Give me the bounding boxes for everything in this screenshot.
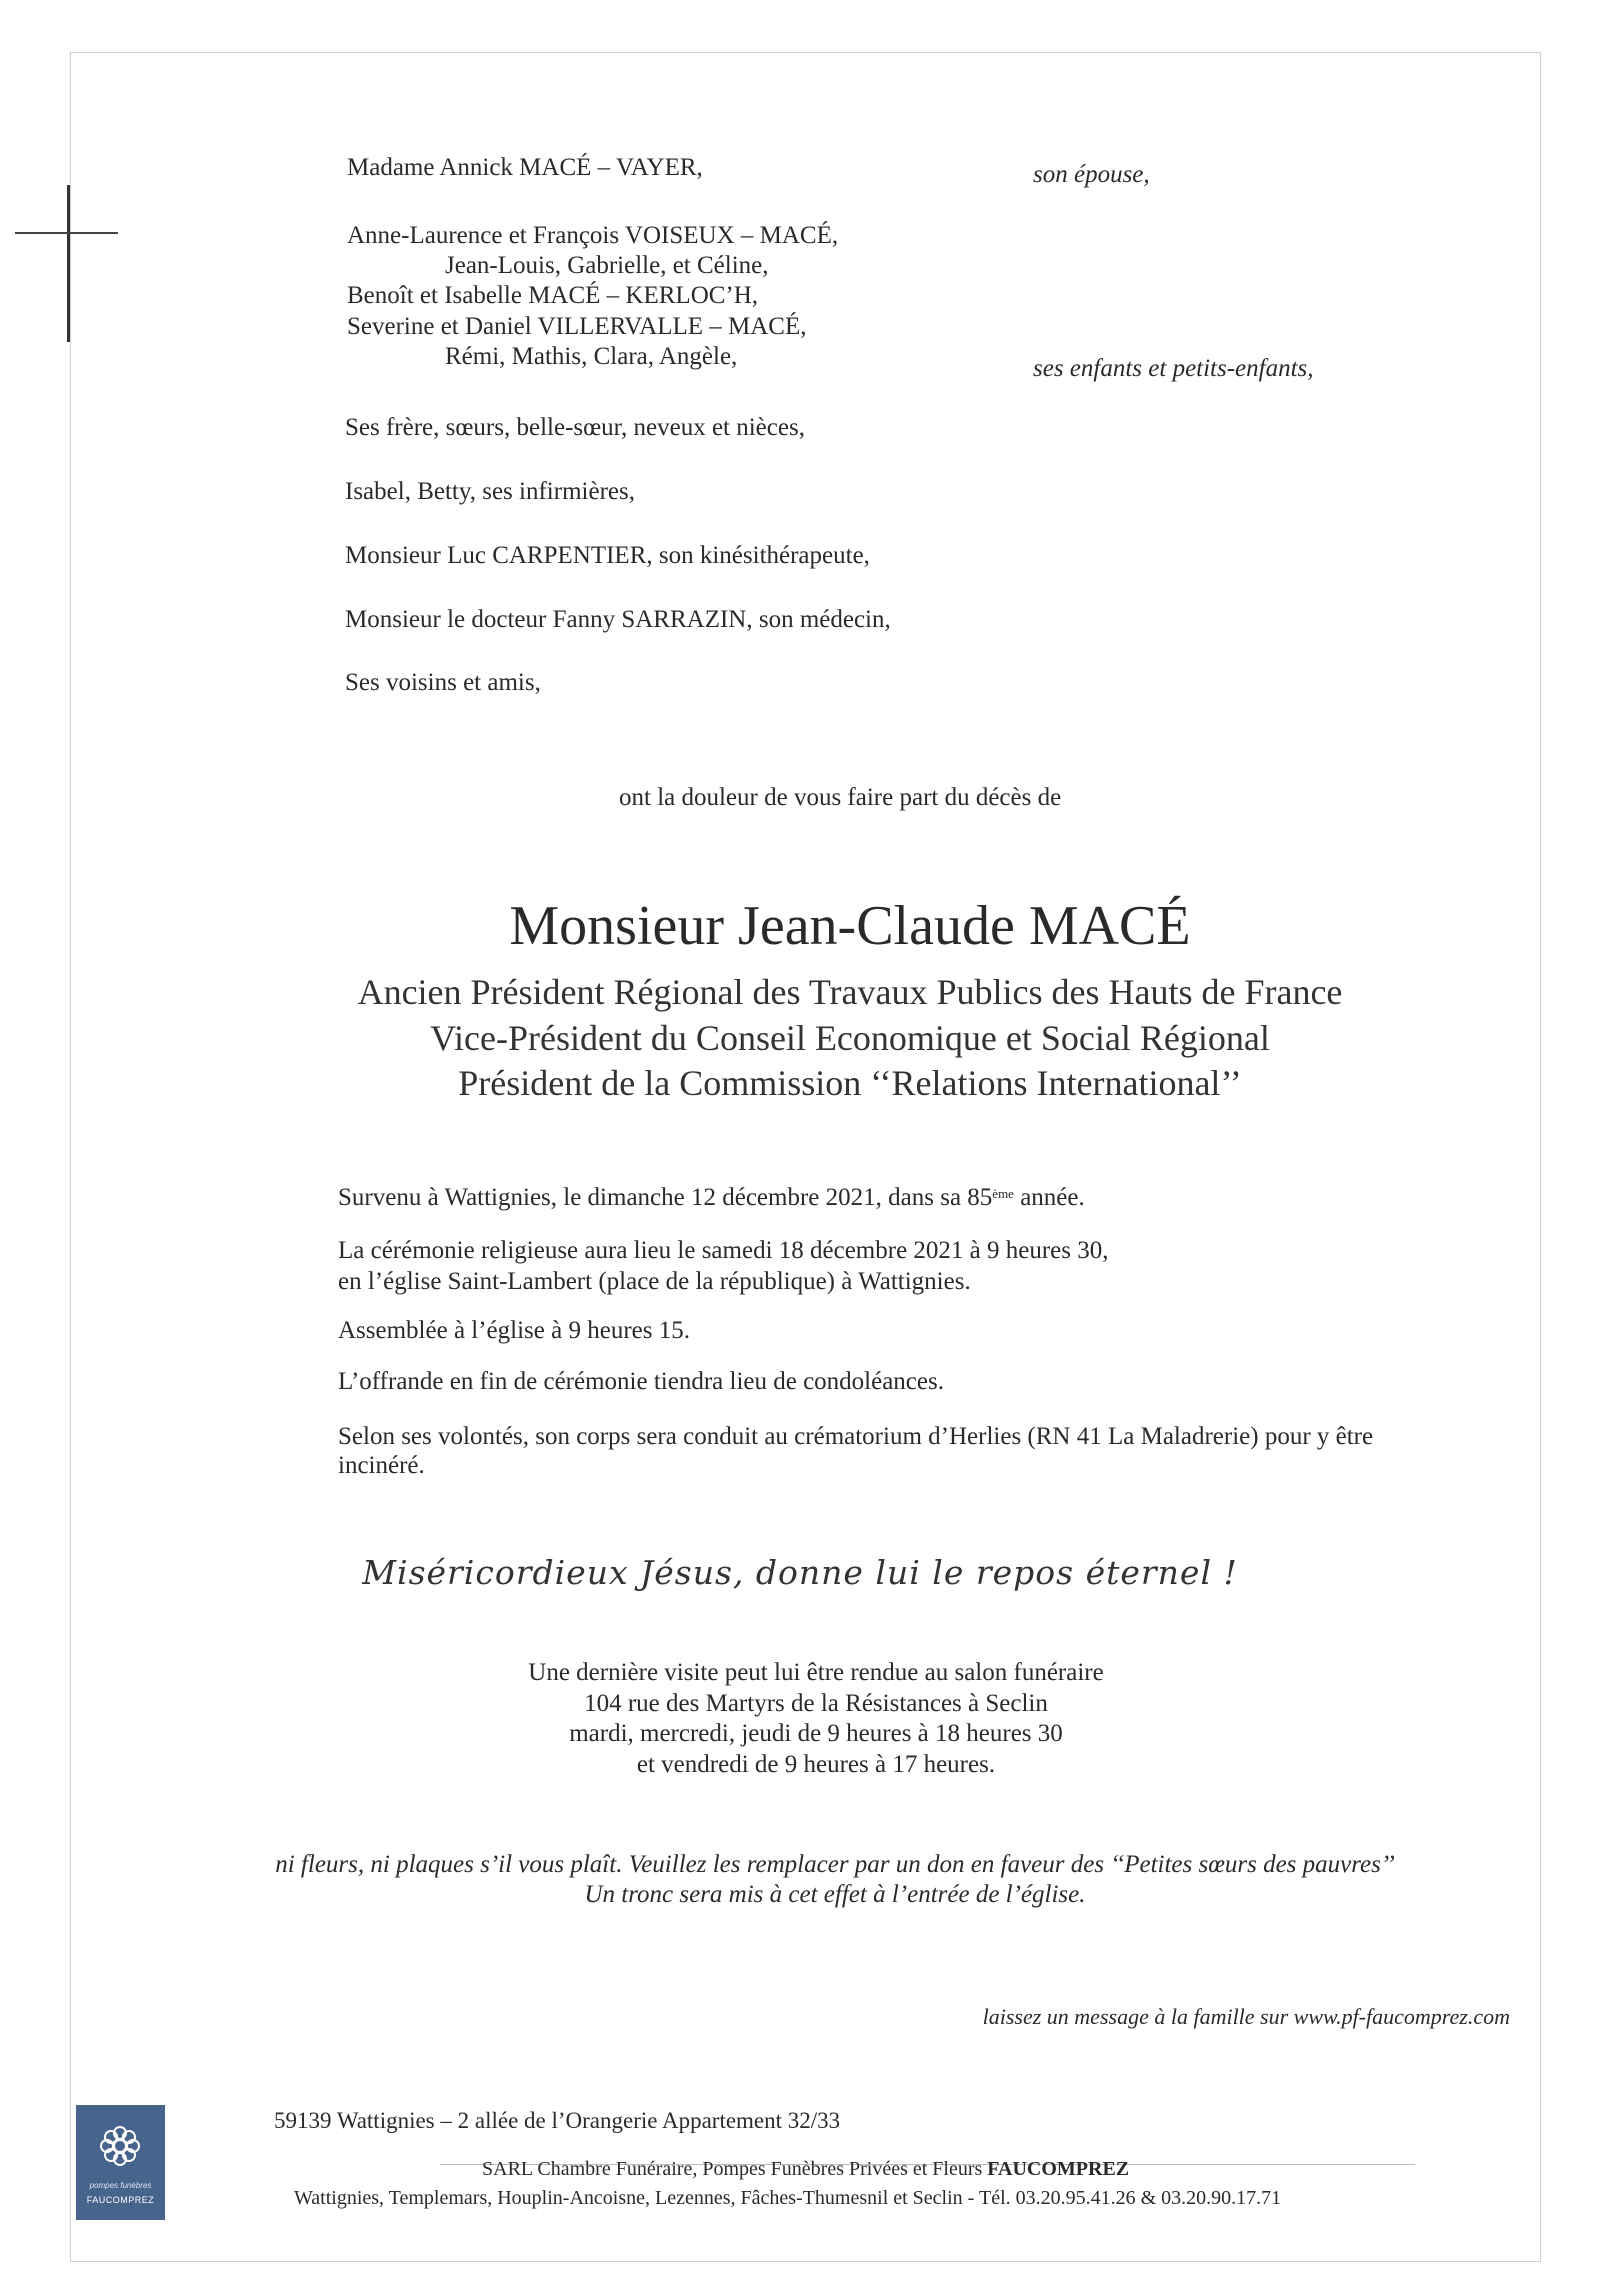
deceased-title-3: Président de la Commission ‘‘Relations International’’ (458, 1063, 1242, 1103)
deceased-name: Monsieur Jean-Claude MACÉ (509, 895, 1191, 957)
flowers-line-2: Un tronc sera mis à cet effet à l’entrée de l’église. (584, 1881, 1086, 1908)
prayer-line: Miséricordieux Jésus, donne lui le repos éternel ! (362, 1553, 1238, 1592)
children-line-5: Rémi, Mathis, Clara, Angèle, (445, 343, 738, 370)
logo-tagline: pompes funèbres (89, 2181, 152, 2190)
physio-line: Monsieur Luc CARPENTIER, son kinésithérapeute, (345, 542, 870, 569)
ceremony-line-2: en l’église Saint-Lambert (place de la république) à Wattignies. (338, 1268, 971, 1295)
website-note: laissez un message à la famille sur www.pf-faucomprez.com (982, 2004, 1510, 2029)
cross-icon-vertical (67, 185, 70, 342)
neighbours-line: Ses voisins et amis, (345, 669, 541, 696)
children-line-2: Jean-Louis, Gabrielle, et Céline, (445, 252, 769, 279)
ceremony-line-1: La cérémonie religieuse aura lieu le samedi 18 décembre 2021 à 9 heures 30, (338, 1237, 1109, 1264)
cremation-line-1: Selon ses volontés, son corps sera conduit au crématorium d’Herlies (RN 41 La Maladrerie) pour y être (338, 1423, 1374, 1450)
visit-line-1: Une dernière visite peut lui être rendue au salon funéraire (528, 1659, 1104, 1686)
children-line-3: Benoît et Isabelle MACÉ – KERLOC’H, (347, 282, 759, 309)
assembly-line: Assemblée à l’église à 9 heures 15. (338, 1317, 690, 1344)
deceased-title-1: Ancien Président Régional des Travaux Publics des Hauts de France (357, 972, 1343, 1012)
logo-name: FAUCOMPREZ (86, 2195, 155, 2205)
children-role: ses enfants et petits-enfants, (1033, 355, 1314, 382)
announcement-line: ont la douleur de vous faire part du décès de (619, 784, 1062, 811)
rosette-icon (95, 2121, 145, 2171)
company-logo (76, 2105, 165, 2220)
spouse-name: Madame Annick MACÉ – VAYER, (347, 154, 703, 181)
death-line-text: Survenu à Wattignies, le dimanche 12 décembre 2021, dans sa 85 (338, 1184, 993, 1211)
death-line-ordinal: ème (992, 1186, 1014, 1201)
address-line: 59139 Wattignies – 2 allée de l’Orangerie Appartement 32/33 (274, 2108, 841, 2133)
children-line-4: Severine et Daniel VILLERVALLE – MACÉ, (347, 313, 807, 340)
company-line (482, 2158, 1129, 2181)
page-border (70, 52, 1541, 2262)
company-name: FAUCOMPREZ (987, 2158, 1130, 2180)
cross-icon-horizontal (15, 232, 118, 234)
cremation-line-2: incinéré. (338, 1452, 425, 1479)
visit-line-3: mardi, mercredi, jeudi de 9 heures à 18 heures 30 (569, 1720, 1063, 1747)
locations-line: Wattignies, Templemars, Houplin-Ancoisne, Lezennes, Fâches-Thumesnil et Seclin - Tél. 03.20.95.41.26 & 03.20.90.17.71 (294, 2187, 1282, 2209)
children-line-1: Anne-Laurence et François VOISEUX – MACÉ, (347, 222, 839, 249)
deceased-title-2: Vice-Président du Conseil Economique et Social Régional (430, 1018, 1270, 1058)
siblings-line: Ses frère, sœurs, belle-sœur, neveux et nièces, (345, 414, 805, 441)
spouse-role: son épouse, (1033, 161, 1150, 188)
visit-line-2: 104 rue des Martyrs de la Résistances à Seclin (584, 1690, 1048, 1717)
offering-line: L’offrande en fin de cérémonie tiendra lieu de condoléances. (338, 1368, 944, 1395)
visit-line-4: et vendredi de 9 heures à 17 heures. (636, 1751, 996, 1778)
death-line (338, 1183, 1085, 1213)
flowers-line-1: ni fleurs, ni plaques s’il vous plaît. Veuillez les remplacer par un don en faveur des ‘‘Petites sœurs des pauvres’’ (275, 1851, 1395, 1878)
doctor-line: Monsieur le docteur Fanny SARRAZIN, son médecin, (345, 606, 891, 633)
company-line-text: SARL Chambre Funéraire, Pompes Funèbres Privées et Fleurs (482, 2158, 988, 2180)
death-line-suffix: année. (1013, 1184, 1085, 1211)
nurses-line: Isabel, Betty, ses infirmières, (345, 478, 635, 505)
